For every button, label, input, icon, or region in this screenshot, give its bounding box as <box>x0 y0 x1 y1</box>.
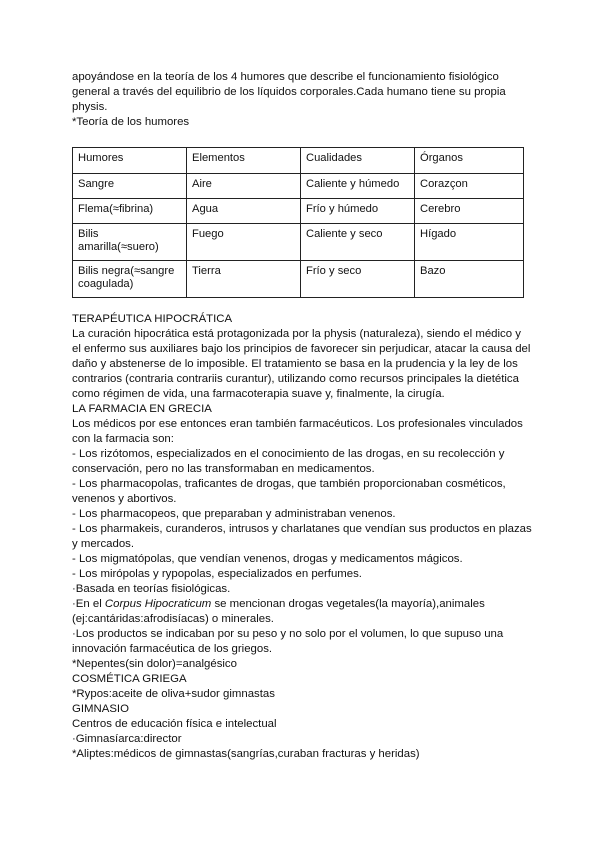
table-row <box>73 174 524 199</box>
table-cell: Hígado <box>415 224 524 261</box>
corpus-post: se mencionan drogas vegetales(la mayoría),animales (ej:cantáridas:afrodisíacas) o minerales. <box>72 598 485 625</box>
table-header-cell: Cualidades <box>301 148 415 174</box>
basada-line: ·Basada en teorías fisiológicas. <box>72 583 231 595</box>
intro-line-2: general a través del equilibrio de los líquidos corporales.Cada humano tiene su propia <box>72 86 506 98</box>
table-cell: Bilis negra(≈sangre coagulada) <box>73 261 187 298</box>
rypos-line: *Rypos:aceite de oliva+sudor gimnastas <box>72 688 275 700</box>
corpus-title: Corpus Hipocraticum <box>104 598 212 610</box>
centros-line: Centros de educación física e intelectual <box>72 718 277 730</box>
corpus-pre: ·En el <box>72 598 105 610</box>
farmacia-heading: LA FARMACIA EN GRECIA <box>72 403 212 415</box>
corpus-paragraph <box>72 597 532 627</box>
terapeutica-paragraph: La curación hipocrática está protagonizada por la physis (naturaleza), siendo el médico y el enfermo sus auxiliares bajo los principios de favorecer sin perjudicar, atacar la causa del daño y abstenerse de lo imposible. El tratamiento se basa en la prudencia y la ley de los contrarios (contraria contrariis curantur), utilizando como recursos principales la dietética como régimen de vida, una farmacoterapia suave y, finalmente, la cirugía. <box>72 328 531 400</box>
cosmetica-heading: COSMÉTICA GRIEGA <box>72 673 187 685</box>
table-row <box>73 199 524 224</box>
aliptes-line: *Aliptes:médicos de gimnastas(sangrías,curaban fracturas y heridas) <box>72 748 420 760</box>
terapeutica-heading: TERAPÉUTICA HIPOCRÁTICA <box>72 313 233 325</box>
table-cell: Tierra <box>187 261 301 298</box>
list-item: - Los pharmacopeos, que preparaban y administraban venenos. <box>72 508 396 520</box>
table-cell: Agua <box>187 199 301 224</box>
productos-paragraph: ·Los productos se indicaban por su peso y no solo por el volumen, lo que supuso una innovación farmacéutica de los griegos. <box>72 628 504 655</box>
table-cell: Cerebro <box>415 199 524 224</box>
table-cell: Frío y húmedo <box>301 199 415 224</box>
table-cell: Caliente y húmedo <box>301 174 415 199</box>
table-header-row <box>73 148 524 174</box>
table-cell: Aire <box>187 174 301 199</box>
gimnasio-heading: GIMNASIO <box>72 703 129 715</box>
table-cell: Bazo <box>415 261 524 298</box>
list-item: - Los rizótomos, especializados en el conocimiento de las drogas, en su recolección y conservación, pero no las transformaban en medicamentos. <box>72 448 505 475</box>
document-page <box>72 70 532 762</box>
list-item: - Los pharmacopolas, traficantes de drogas, que también proporcionaban cosméticos, venenos y abortivos. <box>72 478 506 505</box>
table-header-cell: Humores <box>73 148 187 174</box>
table-cell: Caliente y seco <box>301 224 415 261</box>
table-row <box>73 261 524 298</box>
list-item: - Los migmatópolas, que vendían venenos, drogas y medicamentos mágicos. <box>72 553 463 565</box>
table-cell: Bilis amarilla(≈suero) <box>73 224 187 261</box>
table-header-cell: Órganos <box>415 148 524 174</box>
table-cell: Corazçon <box>415 174 524 199</box>
farmacia-intro: Los médicos por ese entonces eran también farmacéuticos. Los profesionales vinculados con la farmacia son: <box>72 418 523 445</box>
humores-table <box>72 147 524 298</box>
table-cell: Flema(≈fibrina) <box>73 199 187 224</box>
table-row <box>73 224 524 261</box>
table-cell: Frío y seco <box>301 261 415 298</box>
table-cell: Sangre <box>73 174 187 199</box>
list-item: - Los pharmakeis, curanderos, intrusos y charlatanes que vendían sus productos en plazas y mercados. <box>72 523 532 550</box>
table-cell: Fuego <box>187 224 301 261</box>
table-header-cell: Elementos <box>187 148 301 174</box>
list-item: - Los mirópolas y rypopolas, especializados en perfumes. <box>72 568 362 580</box>
intro-line-3: physis. <box>72 101 108 113</box>
nepentes-line: *Nepentes(sin dolor)=analgésico <box>72 658 237 670</box>
humores-caption: *Teoría de los humores <box>72 116 190 128</box>
gimnasiarca-line: ·Gimnasíarca:director <box>72 733 182 745</box>
intro-line-1: apoyándose en la teoría de los 4 humores que describe el funcionamiento fisiológico <box>72 71 499 83</box>
